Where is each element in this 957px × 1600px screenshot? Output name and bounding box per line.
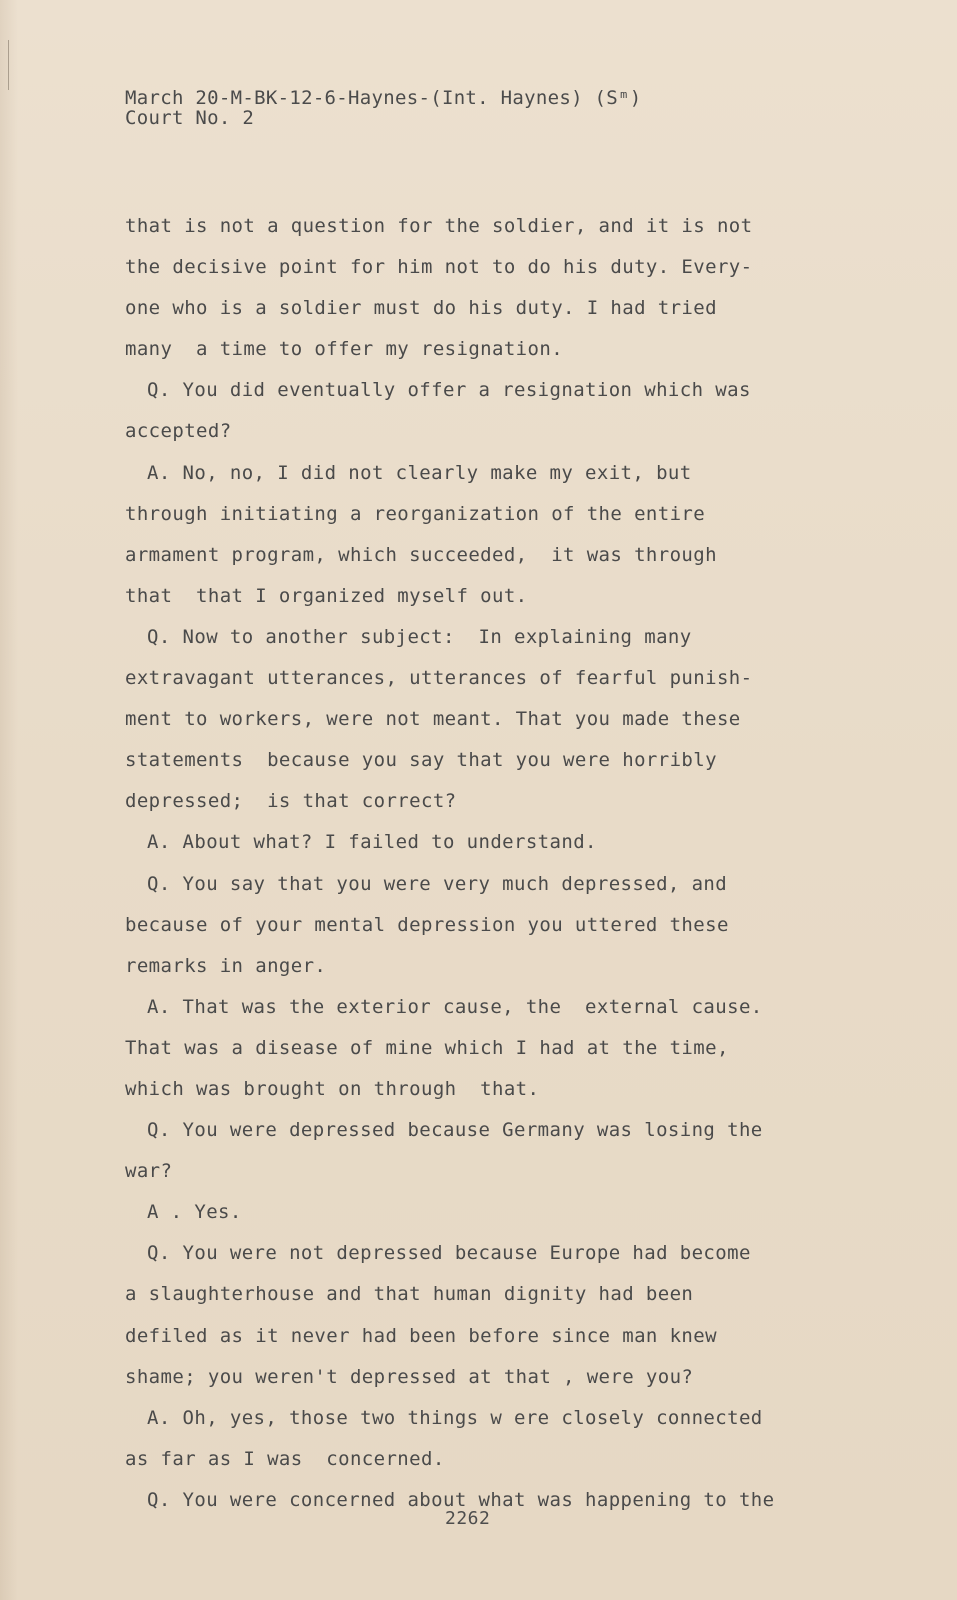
transcript-line: shame; you weren't depressed at that , were you? bbox=[125, 1365, 694, 1388]
page-edge-mark bbox=[8, 40, 9, 90]
transcript-line: Q. You were not depressed because Europe had become bbox=[147, 1242, 751, 1265]
transcript-line: Q. You did eventually offer a resignation which was bbox=[147, 379, 751, 402]
transcript-line: that that I organized myself out. bbox=[125, 584, 528, 607]
transcript-line: the decisive point for him not to do his duty. Every- bbox=[125, 256, 753, 279]
transcript-line: A. That was the exterior cause, the external cause. bbox=[147, 995, 763, 1018]
transcript-line: depressed; is that correct? bbox=[125, 790, 457, 813]
transcript-line: Q. You were concerned about what was happening to the bbox=[147, 1488, 775, 1511]
transcript-line: war? bbox=[125, 1160, 173, 1183]
header-reference-line: March 20-M-BK-12-6-Haynes-(Int. Haynes) (Sᵐ) bbox=[125, 87, 642, 109]
transcript-line: armament program, which succeeded, it was through bbox=[125, 543, 717, 566]
transcript-line: many a time to offer my resignation. bbox=[125, 338, 564, 361]
document-header bbox=[125, 88, 642, 128]
transcript-line: as far as I was concerned. bbox=[125, 1447, 445, 1470]
page-number: 2262 bbox=[445, 1508, 491, 1529]
transcript-line: statements because you say that you were horribly bbox=[125, 749, 717, 772]
transcript-line: A. About what? I failed to understand. bbox=[147, 831, 597, 854]
transcript-line: A. Oh, yes, those two things w ere closely connected bbox=[147, 1406, 763, 1429]
transcript-body bbox=[125, 206, 825, 1521]
transcript-line: remarks in anger. bbox=[125, 954, 327, 977]
transcript-line: A. No, no, I did not clearly make my exit, but bbox=[147, 461, 692, 484]
transcript-line: Q. You were depressed because Germany was losing the bbox=[147, 1119, 763, 1142]
transcript-line: defiled as it never had been before since man knew bbox=[125, 1324, 717, 1347]
transcript-line: Q. You say that you were very much depressed, and bbox=[147, 872, 728, 895]
transcript-line: That was a disease of mine which I had at the time, bbox=[125, 1036, 729, 1059]
transcript-line: which was brought on through that. bbox=[125, 1077, 540, 1100]
transcript-line: one who is a soldier must do his duty. I had tried bbox=[125, 297, 717, 320]
transcript-line: a slaughterhouse and that human dignity had been bbox=[125, 1283, 694, 1306]
transcript-line: because of your mental depression you uttered these bbox=[125, 913, 729, 936]
header-court-line: Court No. 2 bbox=[125, 107, 255, 129]
transcript-line: accepted? bbox=[125, 420, 232, 443]
transcript-line: through initiating a reorganization of the entire bbox=[125, 502, 706, 525]
transcript-line: ment to workers, were not meant. That you made these bbox=[125, 708, 741, 731]
transcript-line: that is not a question for the soldier, and it is not bbox=[125, 215, 753, 237]
transcript-line: extravagant utterances, utterances of fearful punish- bbox=[125, 667, 753, 690]
transcript-line: Q. Now to another subject: In explaining many bbox=[147, 625, 692, 648]
transcript-line: A . Yes. bbox=[147, 1201, 242, 1224]
